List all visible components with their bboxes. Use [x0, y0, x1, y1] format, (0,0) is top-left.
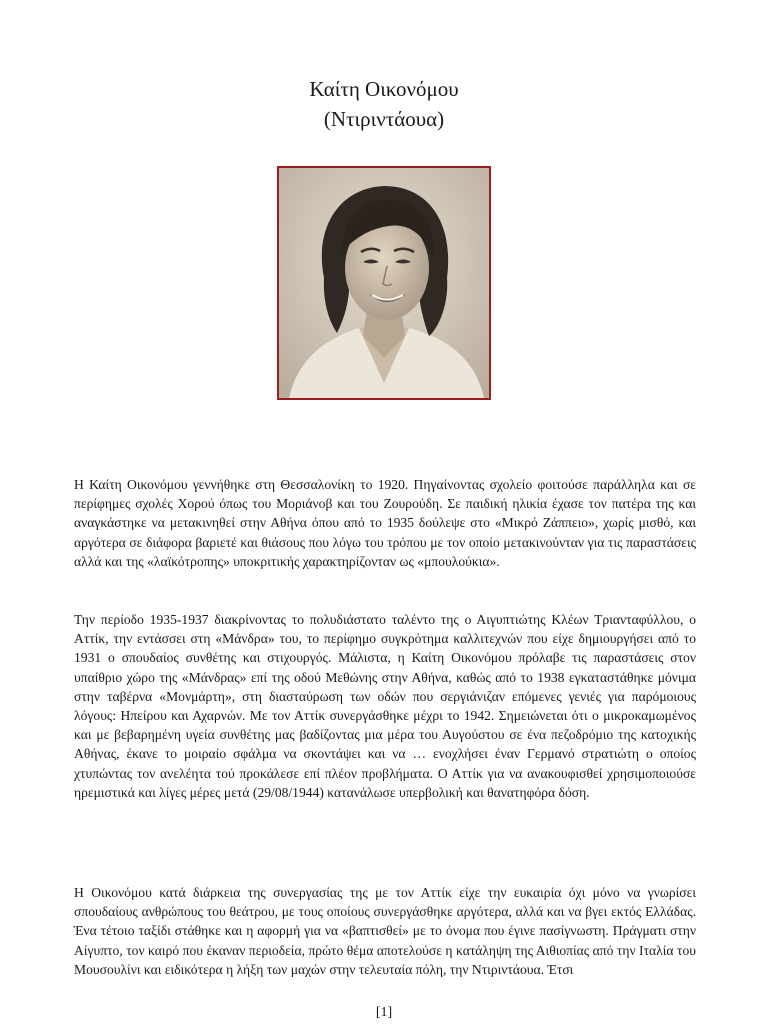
paragraph-3: Η Οικονόμου κατά διάρκεια της συνεργασίας της με τον Αττίκ είχε την ευκαιρία όχι μόνο να γνωρίσει σπουδαίους ανθρώπους του θεάτρου, με τους οποίους συνεργάσθηκε αργότερα, αλλά και να βγει εκτός Ελλάδας. Ένα τέτοιο ταξίδι στάθηκε και η αφορμή για να «βαπτισθεί» με το όνομα που έγινε πασίγνωστη. Πράγματι στην Αίγυπτο, τον καιρό που έκαναν περιοδεία, πρώτο θέμα αποτελούσε η κατάληψη της Αιθιοπίας από την Ιταλία του Μουσουλίνι και ειδικότερα η λήξη των μαχών στην τελευταία πόλη, την Ντιριντάουα. Έτσι — [74, 885, 696, 977]
paragraph-2: Την περίοδο 1935-1937 διακρίνοντας το πολυδιάστατο ταλέντο της ο Αιγυπτιώτης Κλέων Τριανταφύλλου, ο Αττίκ, την εντάσσει στη «Μάνδρα» του, το περίφημο συγκρότημα καλλιτεχνών που είχε δημιουργήσει από το 1931 ο σπουδαίος συνθέτης και στιχουργός. Μάλιστα, η Καίτη Οικονόμου πρόλαβε τις παραστάσεις στον υπαίθριο χώρο της «Μάνδρας» επί της οδού Μεθώνης στην Αθήνα, καθώς από το 1938 εγκαταστάθηκε μόνιμα στην ταβέρνα «Μονμάρτη», στη διασταύρωση των οδών που σεργιάνιζαν επόμενες γενιές για παρόμοιους λόγους: Ηπείρου και Αχαρνών. Με τον Αττίκ συνεργάσθηκε μέχρι το 1942. Σημειώνεται ότι ο μικροκαμωμένος και με βεβαρημένη υγεία συνθέτης μας βαδίζοντας μια μέρα του Αυγούστου σε ένα πεζοδρόμιο της κατοχικής Αθήνας, έκανε το μοιραίο σφάλμα να σκοντάψει και να … ενοχλήσει έναν Γερμανό στρατιώτη ο οποίος χτυπώντας τον ανελέητα τού προκάλεσε επί πλέον προβλήματα. Ο Αττίκ για να ανακουφισθεί χρησιμοποιούσε ηρεμιστικά και λίγες μέρες μετά (29/08/1944) κατανάλωσε υπερβολική και θανατηφόρα δόση. — [74, 612, 696, 800]
paragraph-1: Η Καίτη Οικονόμου γεννήθηκε στη Θεσσαλονίκη το 1920. Πηγαίνοντας σχολείο φοιτούσε παράλληλα και σε περίφημες σχολές Χορού όπως του Μοριάνοβ και του Ζουρούδη. Σε παιδική ηλικία έχασε τον πατέρα της και αναγκάστηκε να μετακινηθεί στην Αθήνα όπου από το 1935 δούλεψε στο «Μικρό Ζάππειο», χωρίς μισθό, και αργότερα σε διάφορα βαριετέ και θιάσους που λόγω του τρόπου με τον οποίο μετακινούνταν για τις παραστάσεις αλλά και της «λαϊκότροπης» υποκριτικής χαρακτηρίζονταν ως «μπουλούκια». — [74, 477, 696, 569]
portrait-illustration — [279, 168, 489, 398]
page-title: Καίτη Οικονόμου — [309, 77, 459, 101]
portrait-photo — [277, 166, 491, 400]
page-subtitle: (Ντιριντάουα) — [323, 107, 445, 131]
page-number: [1] — [375, 1005, 393, 1020]
